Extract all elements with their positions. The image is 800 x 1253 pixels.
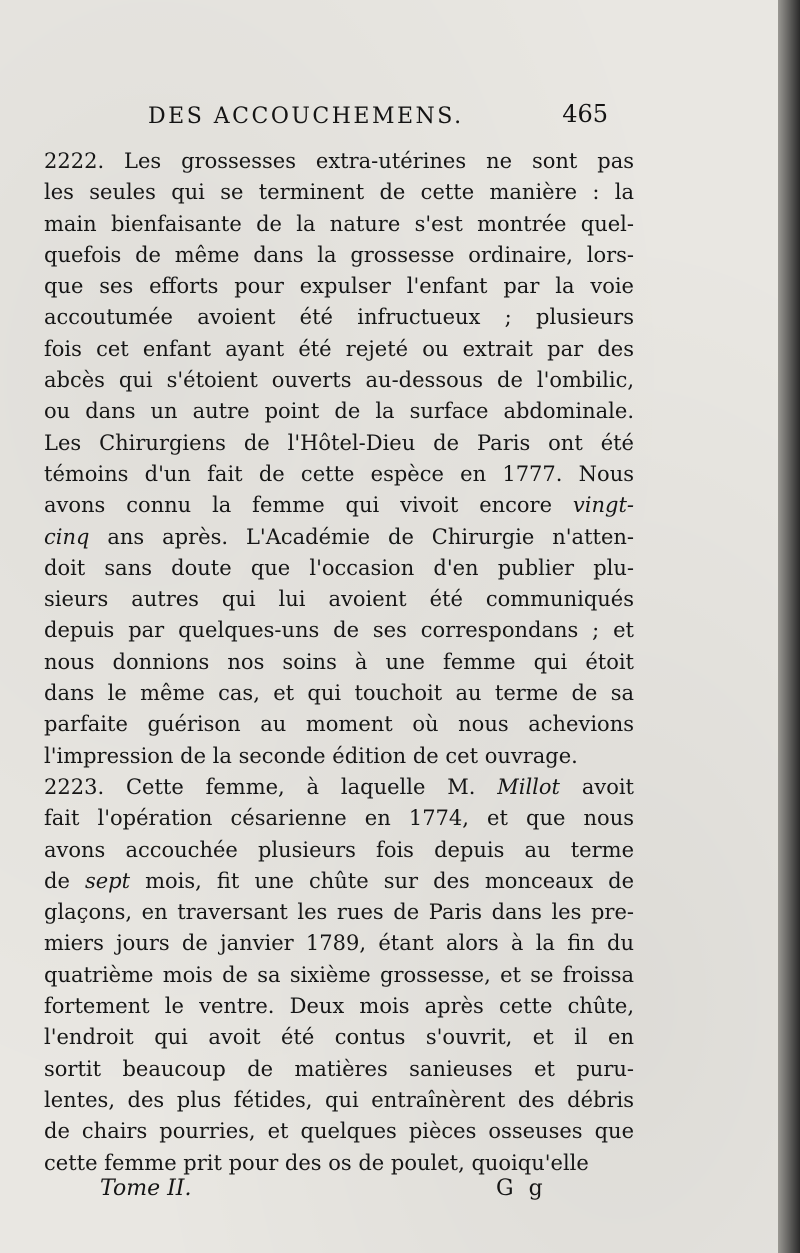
text-line [44, 459, 634, 490]
page-header [148, 98, 608, 138]
text-line [44, 1148, 634, 1179]
text-line [44, 647, 634, 678]
text-segment: avons connu la femme qui vivoit encore [44, 493, 573, 518]
text-segment: quefois de même dans la grossesse ordinaire, lors- [44, 242, 634, 267]
text-line [44, 960, 634, 991]
text-line [44, 897, 634, 928]
text-segment: ou dans un autre point de la surface abdominale. [44, 399, 634, 424]
text-line [44, 928, 634, 959]
text-line [44, 741, 634, 772]
text-line [44, 803, 634, 834]
text-segment: lentes, des plus fétides, qui entraînèrent des débris [44, 1087, 634, 1112]
text-segment: fortement le ventre. Deux mois après cette chûte, [44, 994, 634, 1019]
text-line [44, 177, 634, 208]
text-segment: fois cet enfant ayant été rejeté ou extrait par des [44, 336, 634, 361]
text-segment: mois, fit une chûte sur des monceaux de [130, 868, 634, 893]
text-segment: dans le même cas, et qui touchoit au terme de sa [44, 681, 634, 706]
text-line [44, 835, 634, 866]
text-segment: 2222. Les grossesses extra-utérines ne sont pas [44, 149, 634, 173]
text-segment: fait l'opération césarienne en 1774, et que nous [44, 806, 634, 831]
text-segment: sieurs autres qui lui avoient été communiqués [44, 587, 634, 612]
text-line [44, 146, 634, 177]
running-title: DES ACCOUCHEMENS. [148, 104, 464, 129]
text-segment: parfaite guérison au moment où nous achevions [44, 712, 634, 737]
italic-text: cinq [44, 524, 90, 549]
body-text [44, 146, 634, 1179]
text-segment: miers jours de janvier 1789, étant alors à la fin du [44, 931, 634, 956]
text-segment: l'endroit qui avoit été contus s'ouvrit, et il en [44, 1025, 634, 1050]
text-segment: 2223. Cette femme, à laquelle M. [44, 774, 498, 799]
text-segment: sortit beaucoup de matières sanieuses et puru- [44, 1056, 634, 1081]
text-segment: doit sans doute que l'occasion d'en publier plu- [44, 555, 634, 580]
text-line [44, 271, 634, 302]
text-line [44, 991, 634, 1022]
paragraph [44, 146, 634, 772]
text-segment: accoutumée avoient été infructueux ; plusieurs [44, 305, 634, 330]
text-line [44, 334, 634, 365]
text-segment: nous donnions nos soins à une femme qui étoit [44, 649, 634, 674]
italic-text: Millot [497, 774, 560, 799]
text-segment: quatrième mois de sa sixième grossesse, et se froissa [44, 962, 634, 987]
text-line [44, 615, 634, 646]
volume-label: Tome II. [100, 1176, 192, 1201]
page-number: 465 [562, 100, 608, 128]
text-segment: de chairs pourries, et quelques pièces osseuses que [44, 1119, 634, 1144]
text-segment: avoit [559, 774, 635, 799]
text-line [44, 553, 634, 584]
text-line [44, 428, 634, 459]
text-line [44, 678, 634, 709]
text-line [44, 490, 634, 521]
text-segment: que ses efforts pour expulser l'enfant par la voie [44, 274, 634, 299]
text-line [44, 240, 634, 271]
italic-text: sept [84, 868, 131, 893]
text-line [44, 709, 634, 740]
text-line [44, 209, 634, 240]
text-segment: glaçons, en traversant les rues de Paris dans les pre- [44, 900, 634, 925]
italic-text: vingt- [572, 493, 634, 518]
text-segment: ans après. L'Académie de Chirurgie n'atten- [89, 524, 634, 549]
text-line [44, 1085, 634, 1116]
text-segment: avons accouchée plusieurs fois depuis au terme [44, 837, 634, 862]
text-line [44, 866, 634, 897]
text-line [44, 522, 634, 553]
page-footer [100, 1176, 560, 1210]
text-segment: Les Chirurgiens de l'Hôtel-Dieu de Paris ont été [44, 430, 634, 455]
text-line [44, 1054, 634, 1085]
signature-mark: G g [496, 1176, 547, 1201]
text-line [44, 302, 634, 333]
text-segment: abcès qui s'étoient ouverts au-dessous de l'ombilic, [44, 368, 634, 393]
text-line [44, 1116, 634, 1147]
text-segment: l'impression de la seconde édition de cet ouvrage. [44, 743, 578, 768]
text-line [44, 1022, 634, 1053]
text-line [44, 396, 634, 427]
text-segment: de [44, 868, 85, 893]
text-segment: cette femme prit pour des os de poulet, quoiqu'elle [44, 1150, 589, 1175]
text-line [44, 772, 634, 803]
text-line [44, 365, 634, 396]
text-segment: les seules qui se terminent de cette manière : la [44, 180, 634, 205]
page-edge-shadow [778, 0, 800, 1253]
text-segment: main bienfaisante de la nature s'est montrée quel- [44, 211, 634, 236]
paragraph [44, 772, 634, 1179]
text-line [44, 584, 634, 615]
text-segment: témoins d'un fait de cette espèce en 1777. Nous [44, 461, 634, 486]
text-segment: depuis par quelques-uns de ses correspondans ; et [44, 618, 634, 643]
